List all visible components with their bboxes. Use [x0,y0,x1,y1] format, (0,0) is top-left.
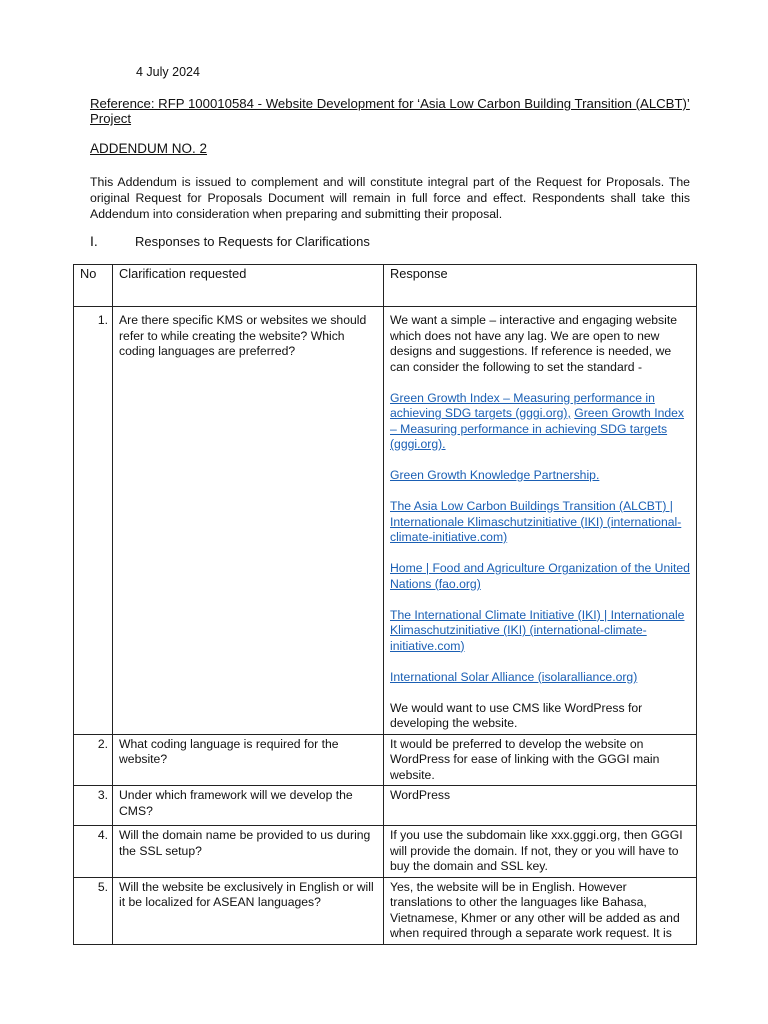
clarifications-table [73,264,697,945]
header-response: Response [384,265,697,307]
header-clarification: Clarification requested [113,265,384,307]
response-link-isa [390,670,690,686]
row-response: It would be preferred to develop the website on WordPress for ease of linking with the GGGI main website. [384,734,697,786]
table-row [74,877,697,944]
row-response [384,307,697,735]
response-links-gggi [390,391,690,453]
table-row [74,307,697,735]
link-green-growth-index-2[interactable]: Green Growth Index – Measuring performance in achieving SDG targets (gggi.org). [390,406,685,451]
table-row [74,786,697,826]
section-title: Responses to Requests for Clarifications [135,234,370,249]
document-date: 4 July 2024 [136,65,200,79]
row-number: 1. [74,307,113,735]
response-link-fao [390,561,690,592]
link-iki[interactable]: The International Climate Initiative (IKI) | Internationale Klimaschutzinitiative (IKI) (international-climate-initiative.com) [390,607,685,653]
intro-paragraph: This Addendum is issued to complement and will constitute integral part of the Request for Proposals. The original Request for Proposals Document will remain in full force and effect. Respondents shall take this Addendum into consideration when preparing and submitting their proposal. [90,175,690,221]
response-intro: We want a simple – interactive and engaging website which does not have any lag. We are open to new designs and suggestions. If reference is needed, we can consider the following to set the standard - [390,313,678,374]
link-fao[interactable]: Home | Food and Agriculture Organization of the United Nations (fao.org) [390,561,690,591]
row-question: Will the domain name be provided to us during the SSL setup? [113,826,384,878]
response-link-iki [390,608,690,655]
response-outro: We would want to use CMS like WordPress for developing the website. [390,700,643,730]
header-no: No [74,265,113,307]
response-link-ggkp [390,468,690,484]
link-green-growth-index-1[interactable]: Green Growth Index – Measuring performance in achieving SDG targets (gggi.org), [390,390,655,420]
row-number: 5. [74,877,113,944]
section-heading [90,233,370,249]
row-question: Will the website be exclusively in English or will it be localized for ASEAN languages? [113,877,384,944]
link-solar-alliance[interactable]: International Solar Alliance (isolaralliance.org) [390,669,638,684]
row-response: If you use the subdomain like xxx.gggi.org, then GGGI will provide the domain. If not, they or you will have to buy the domain and SSL key. [384,826,697,878]
table-row [74,826,697,878]
row-question: Are there specific KMS or websites we should refer to while creating the website? Which coding languages are preferred? [113,307,384,735]
link-alcbt-iki[interactable]: The Asia Low Carbon Buildings Transition (ALCBT) | Internationale Klimaschutzinitiative (IKI) (international-climate-initiative.com) [390,499,682,544]
section-numeral: I. [90,233,98,249]
row-number: 2. [74,734,113,786]
table-header-row [74,265,697,307]
row-question: Under which framework will we develop the CMS? [113,786,384,826]
reference-line: Reference: RFP 100010584 - Website Development for ‘Asia Low Carbon Building Transition (ALCBT)’ Project [90,96,690,126]
table-row [74,734,697,786]
row-question: What coding language is required for the website? [113,734,384,786]
row-response: WordPress [384,786,697,826]
response-link-alcbt [390,499,690,546]
link-green-growth-knowledge-partnership[interactable]: Green Growth Knowledge Partnership. [390,468,600,482]
row-number: 4. [74,826,113,878]
addendum-title: ADDENDUM NO. 2 [90,141,208,156]
row-number: 3. [74,786,113,826]
row-response: Yes, the website will be in English. However translations to other the languages like Bahasa, Vietnamese, Khmer or any other will be added as and when required through a separate work request. It is [384,877,697,944]
